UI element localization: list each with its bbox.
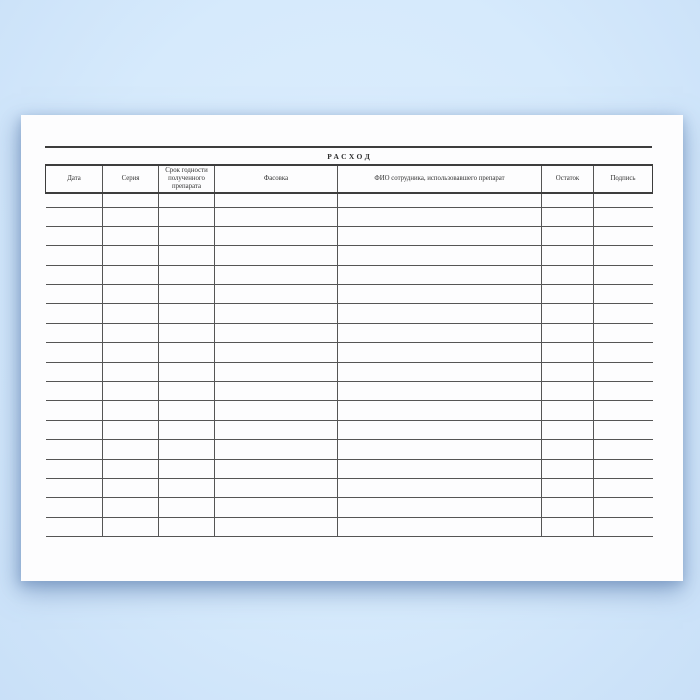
table-cell-series bbox=[103, 265, 159, 284]
table-cell-packaging bbox=[215, 382, 338, 401]
table-cell-employee bbox=[338, 440, 542, 459]
table-cell-employee bbox=[338, 265, 542, 284]
table-cell-expiry bbox=[159, 478, 215, 497]
table-cell-signature bbox=[594, 343, 653, 362]
table-cell-remainder bbox=[542, 459, 594, 478]
expense-table bbox=[45, 164, 653, 537]
table-cell-employee bbox=[338, 285, 542, 304]
table-cell-employee bbox=[338, 420, 542, 439]
table-cell-employee bbox=[338, 207, 542, 226]
table-cell-employee bbox=[338, 226, 542, 245]
table-cell-signature bbox=[594, 265, 653, 284]
table-cell-remainder bbox=[542, 420, 594, 439]
table-cell-packaging bbox=[215, 193, 338, 207]
table-cell-expiry bbox=[159, 285, 215, 304]
table-cell-packaging bbox=[215, 401, 338, 420]
table-cell-remainder bbox=[542, 478, 594, 497]
table-cell-expiry bbox=[159, 246, 215, 265]
table-cell-expiry bbox=[159, 401, 215, 420]
table-cell-remainder bbox=[542, 440, 594, 459]
table-cell-packaging bbox=[215, 343, 338, 362]
table-cell-date bbox=[46, 420, 103, 439]
table-cell-employee bbox=[338, 478, 542, 497]
column-header-expiry: Срок годности полученного препарата bbox=[159, 165, 215, 193]
table-cell-signature bbox=[594, 440, 653, 459]
table-cell-series bbox=[103, 226, 159, 245]
table-cell-employee bbox=[338, 459, 542, 478]
table-cell-date bbox=[46, 323, 103, 342]
table-cell-employee bbox=[338, 304, 542, 323]
form-title: РАСХОД bbox=[327, 152, 373, 161]
table-cell-series bbox=[103, 517, 159, 536]
table-cell-date bbox=[46, 304, 103, 323]
table-cell-signature bbox=[594, 207, 653, 226]
table-cell-signature bbox=[594, 304, 653, 323]
table-cell-remainder bbox=[542, 207, 594, 226]
column-header-series: Серия bbox=[103, 165, 159, 193]
table-row bbox=[46, 343, 653, 362]
table-cell-series bbox=[103, 382, 159, 401]
table-cell-signature bbox=[594, 226, 653, 245]
table-cell-packaging bbox=[215, 517, 338, 536]
table-cell-date bbox=[46, 207, 103, 226]
table-body bbox=[46, 193, 653, 537]
table-row bbox=[46, 285, 653, 304]
table-cell-expiry bbox=[159, 420, 215, 439]
table-cell-remainder bbox=[542, 193, 594, 207]
table-cell-expiry bbox=[159, 517, 215, 536]
table-cell-series bbox=[103, 362, 159, 381]
table-cell-packaging bbox=[215, 304, 338, 323]
table-cell-remainder bbox=[542, 382, 594, 401]
table-cell-date bbox=[46, 265, 103, 284]
table-cell-expiry bbox=[159, 440, 215, 459]
table-row bbox=[46, 401, 653, 420]
table-row bbox=[46, 459, 653, 478]
table-cell-series bbox=[103, 440, 159, 459]
table-cell-expiry bbox=[159, 226, 215, 245]
table-cell-signature bbox=[594, 246, 653, 265]
table-cell-signature bbox=[594, 517, 653, 536]
table-cell-employee bbox=[338, 193, 542, 207]
table-cell-date bbox=[46, 459, 103, 478]
table-cell-series bbox=[103, 498, 159, 517]
table-cell-employee bbox=[338, 362, 542, 381]
table-cell-packaging bbox=[215, 246, 338, 265]
table-cell-date bbox=[46, 517, 103, 536]
table-cell-remainder bbox=[542, 323, 594, 342]
table-cell-packaging bbox=[215, 323, 338, 342]
table-cell-remainder bbox=[542, 285, 594, 304]
table-cell-series bbox=[103, 478, 159, 497]
table-cell-signature bbox=[594, 323, 653, 342]
table-cell-expiry bbox=[159, 343, 215, 362]
table-cell-signature bbox=[594, 382, 653, 401]
table-cell-signature bbox=[594, 193, 653, 207]
table-cell-signature bbox=[594, 285, 653, 304]
table-cell-expiry bbox=[159, 304, 215, 323]
table-cell-expiry bbox=[159, 498, 215, 517]
table-cell-remainder bbox=[542, 362, 594, 381]
table-cell-series bbox=[103, 459, 159, 478]
table-cell-expiry bbox=[159, 265, 215, 284]
table-cell-series bbox=[103, 246, 159, 265]
table-cell-series bbox=[103, 343, 159, 362]
table-cell-series bbox=[103, 323, 159, 342]
table-cell-series bbox=[103, 420, 159, 439]
table-header-row bbox=[46, 165, 653, 193]
table-cell-employee bbox=[338, 401, 542, 420]
table-cell-employee bbox=[338, 382, 542, 401]
table-cell-remainder bbox=[542, 401, 594, 420]
table-cell-remainder bbox=[542, 304, 594, 323]
table-cell-remainder bbox=[542, 246, 594, 265]
table-row bbox=[46, 478, 653, 497]
table-cell-date bbox=[46, 226, 103, 245]
column-header-employee: ФИО сотрудника, использовавшего препарат bbox=[338, 165, 542, 193]
table-row bbox=[46, 304, 653, 323]
table-cell-date bbox=[46, 401, 103, 420]
table-cell-remainder bbox=[542, 265, 594, 284]
table-row bbox=[46, 246, 653, 265]
table-cell-employee bbox=[338, 517, 542, 536]
table-cell-date bbox=[46, 498, 103, 517]
table-cell-series bbox=[103, 304, 159, 323]
table-cell-expiry bbox=[159, 323, 215, 342]
column-header-signature: Подпись bbox=[594, 165, 653, 193]
table-cell-employee bbox=[338, 323, 542, 342]
table-cell-date bbox=[46, 440, 103, 459]
table-cell-packaging bbox=[215, 226, 338, 245]
table-cell-date bbox=[46, 246, 103, 265]
column-header-remainder: Остаток bbox=[542, 165, 594, 193]
table-cell-date bbox=[46, 382, 103, 401]
table-row bbox=[46, 323, 653, 342]
form-sheet bbox=[21, 115, 683, 581]
table-cell-signature bbox=[594, 498, 653, 517]
table-cell-packaging bbox=[215, 440, 338, 459]
table-row bbox=[46, 226, 653, 245]
table-header bbox=[46, 165, 653, 193]
table-cell-packaging bbox=[215, 362, 338, 381]
table-cell-packaging bbox=[215, 420, 338, 439]
table-cell-expiry bbox=[159, 193, 215, 207]
table-cell-employee bbox=[338, 498, 542, 517]
table-cell-expiry bbox=[159, 207, 215, 226]
table-cell-series bbox=[103, 401, 159, 420]
table-cell-remainder bbox=[542, 343, 594, 362]
table-cell-packaging bbox=[215, 498, 338, 517]
expense-form bbox=[45, 146, 652, 537]
table-row bbox=[46, 193, 653, 207]
table-row bbox=[46, 517, 653, 536]
table-cell-series bbox=[103, 285, 159, 304]
table-cell-remainder bbox=[542, 498, 594, 517]
table-cell-expiry bbox=[159, 382, 215, 401]
table-cell-signature bbox=[594, 478, 653, 497]
table-cell-signature bbox=[594, 401, 653, 420]
table-row bbox=[46, 498, 653, 517]
column-header-packaging: Фасовка bbox=[215, 165, 338, 193]
table-cell-employee bbox=[338, 246, 542, 265]
table-cell-packaging bbox=[215, 478, 338, 497]
table-cell-expiry bbox=[159, 459, 215, 478]
table-cell-packaging bbox=[215, 265, 338, 284]
table-cell-date bbox=[46, 362, 103, 381]
table-row bbox=[46, 440, 653, 459]
table-cell-remainder bbox=[542, 517, 594, 536]
table-row bbox=[46, 207, 653, 226]
table-cell-packaging bbox=[215, 459, 338, 478]
table-cell-date bbox=[46, 343, 103, 362]
table-cell-expiry bbox=[159, 362, 215, 381]
column-header-date: Дата bbox=[46, 165, 103, 193]
table-cell-employee bbox=[338, 343, 542, 362]
table-row bbox=[46, 382, 653, 401]
table-cell-signature bbox=[594, 362, 653, 381]
table-row bbox=[46, 362, 653, 381]
table-cell-date bbox=[46, 193, 103, 207]
table-cell-signature bbox=[594, 459, 653, 478]
table-row bbox=[46, 265, 653, 284]
table-cell-packaging bbox=[215, 285, 338, 304]
table-cell-series bbox=[103, 193, 159, 207]
table-row bbox=[46, 420, 653, 439]
table-cell-signature bbox=[594, 420, 653, 439]
table-cell-series bbox=[103, 207, 159, 226]
table-cell-remainder bbox=[542, 226, 594, 245]
table-cell-packaging bbox=[215, 207, 338, 226]
table-cell-date bbox=[46, 285, 103, 304]
table-cell-date bbox=[46, 478, 103, 497]
